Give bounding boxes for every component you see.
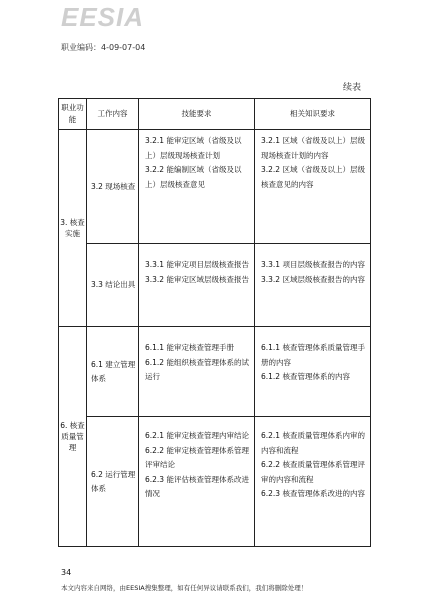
knowledge-item: 3.3.2 区域层级核查报告的内容 — [261, 274, 365, 284]
skill-cell — [139, 244, 255, 327]
skill-cell — [139, 130, 255, 244]
knowledge-item: 6.2.1 核查质量管理体系内审的内容和流程 — [261, 431, 365, 455]
footer-disclaimer: 本文内容来自网络，由EESIA搜集整理，如有任何异议请联系我们，我们将删除处理！ — [61, 584, 308, 592]
skill-item: 6.1.1 能审定核查管理手册 — [145, 343, 234, 352]
skill-item: 6.1.2 能组织核查管理体系的试运行 — [145, 357, 249, 381]
header-function: 职业功能 — [59, 99, 87, 130]
work-content-cell — [87, 130, 139, 244]
skill-item: 6.2.1 能审定核查管理内审结论 — [145, 431, 249, 440]
job-code: 职业编码：4-09-07-04 — [61, 43, 146, 52]
knowledge-cell — [255, 327, 371, 417]
knowledge-cell — [255, 244, 371, 327]
knowledge-item: 6.1.1 核查管理体系质量管理手册的内容 — [261, 343, 365, 367]
eesia-logo: EESIA — [61, 2, 145, 32]
table-row — [59, 327, 371, 417]
skill-item: 6.2.3 能评估核查管理体系改进情况 — [145, 474, 249, 498]
knowledge-item: 6.2.2 核查质量管理体系管理评审的内容和流程 — [261, 460, 365, 484]
knowledge-cell — [255, 417, 371, 547]
knowledge-item: 3.3.1 项目层级核查报告的内容 — [261, 260, 365, 269]
work-content-label: 6.1 建立管理体系 — [91, 359, 136, 383]
table-row — [59, 417, 371, 547]
work-content-cell — [87, 417, 139, 547]
header-knowledge-requirements: 相关知识要求 — [255, 99, 371, 130]
function-cell — [59, 327, 87, 547]
work-content-label: 3.2 现场核查 — [91, 181, 136, 191]
table-row — [59, 244, 371, 327]
skill-item: 6.2.2 能审定核查管理体系管理评审结论 — [145, 445, 249, 469]
function-label: 3. 核查实施 — [60, 218, 85, 238]
knowledge-cell — [255, 130, 371, 244]
skill-item: 3.2.2 能编制区域（省级及以上）层级核查意见 — [145, 165, 242, 189]
header-work-content: 工作内容 — [87, 99, 139, 130]
work-content-label: 3.3 结论出具 — [91, 280, 136, 289]
knowledge-item: 3.2.1 区域（省级及以上）层级现场核查计划的内容 — [261, 136, 365, 160]
knowledge-item: 3.2.2 区域（省级及以上）层级核查意见的内容 — [261, 165, 365, 189]
skill-cell — [139, 417, 255, 547]
skill-item: 3.2.1 能审定区域（省级及以上）层级现场核查计划 — [145, 136, 242, 160]
knowledge-item: 6.2.3 核查管理体系改进的内容 — [261, 489, 365, 498]
skill-cell — [139, 327, 255, 417]
table-row — [59, 130, 371, 244]
continued-label: 续表 — [343, 83, 362, 93]
header-skill-requirements: 技能要求 — [139, 99, 255, 130]
function-cell — [59, 130, 87, 327]
skill-item: 3.3.1 能审定项目层级核查报告 — [145, 260, 249, 269]
page-number: 34 — [61, 568, 72, 577]
work-content-label: 6.2 运行管理体系 — [91, 469, 136, 493]
work-content-cell — [87, 327, 139, 417]
standards-table — [58, 98, 371, 547]
table-header-row — [59, 99, 371, 130]
work-content-cell — [87, 244, 139, 327]
function-label: 6. 核查质量管理 — [60, 421, 85, 452]
knowledge-item: 6.1.2 核查管理体系的内容 — [261, 372, 350, 381]
skill-item: 3.3.2 能审定区域层级核查报告 — [145, 274, 249, 284]
